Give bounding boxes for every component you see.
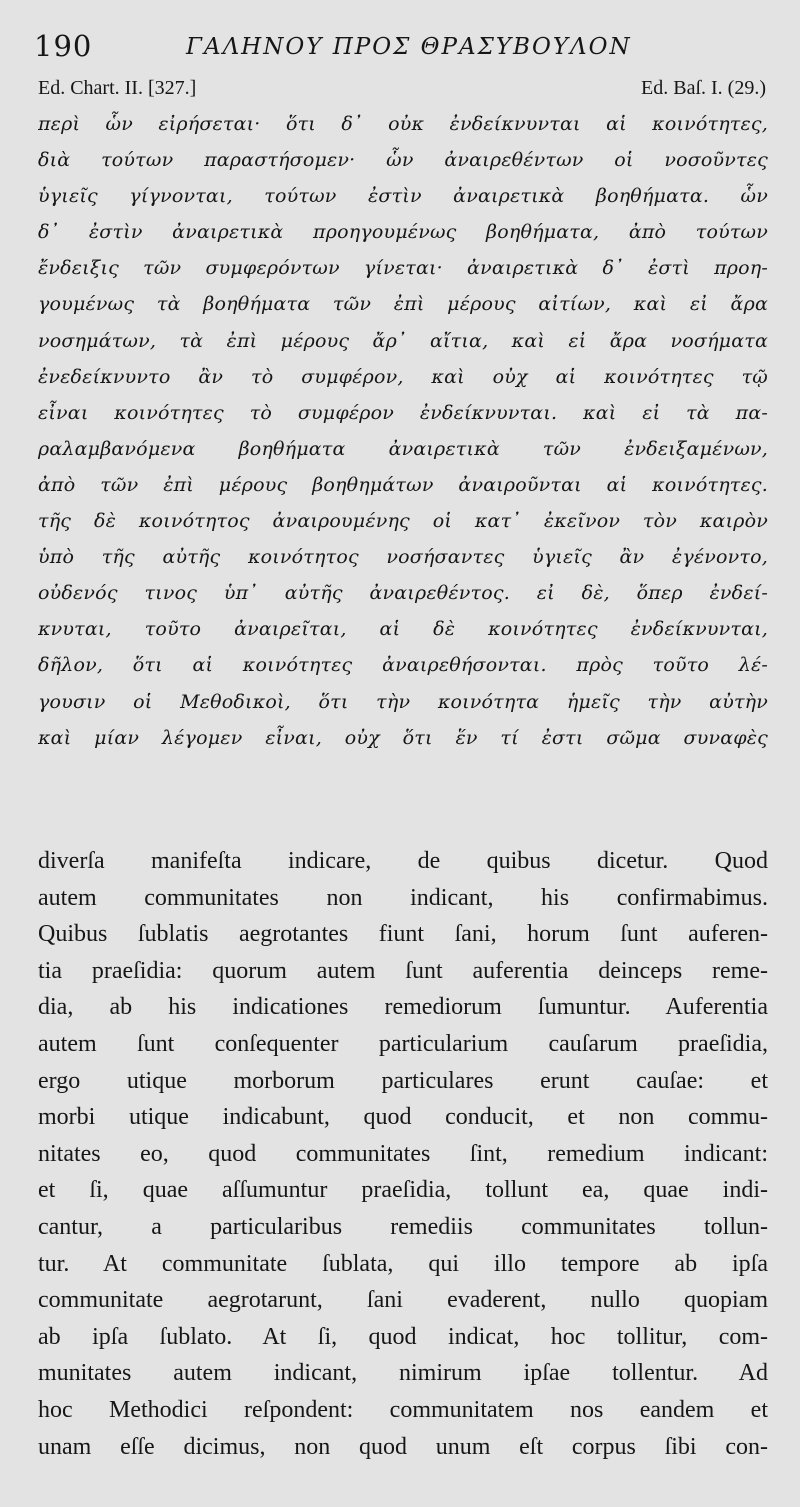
greek-text-line: νοσημάτων, τὰ ἐπὶ μέρους ἄρ᾽ αἴτια, καὶ εἰ ἄρα νοσήματα <box>38 329 768 352</box>
greek-text-line: ραλαμβανόμενα βοηθήματα ἀναιρετικὰ τῶν ἐνδειξαμένων, <box>38 437 768 460</box>
page-number: 190 <box>34 29 93 63</box>
greek-text-line: εἶναι κοινότητες τὸ συμφέρον ἐνδείκνυνται. καὶ εἰ τὰ πα- <box>38 401 768 424</box>
latin-text-line: ergo utique morborum particulares erunt cauſae: et <box>38 1067 768 1094</box>
latin-text-line: cantur, a particularibus remediis communitates tollun- <box>38 1213 768 1240</box>
latin-text-line: Quibus ſublatis aegrotantes fiunt ſani, horum ſunt auferen- <box>38 921 768 948</box>
greek-text-line: διὰ τούτων παραστήσομεν· ὧν ἀναιρεθέντων οἱ νοσοῦντες <box>38 149 768 172</box>
latin-text-line: autem ſunt conſequenter particularium cauſarum praeſidia, <box>38 1030 768 1057</box>
greek-text-line: δῆλον, ὅτι αἱ κοινότητες ἀναιρεθήσονται. πρὸς τοῦτο λέ- <box>38 654 768 677</box>
latin-text-line: unam eſſe dicimus, non quod unum eſt corpus ſibi con- <box>38 1433 768 1460</box>
latin-text-line: communitate aegrotarunt, ſani evaderent, nullo quopiam <box>38 1287 768 1314</box>
latin-text-line: munitates autem indicant, nimirum ipſae tollentur. Ad <box>38 1360 768 1387</box>
latin-text-line: ab ipſa ſublato. At ſi, quod indicat, hoc tollitur, com- <box>38 1323 768 1350</box>
edition-reference-basel: Ed. Baſ. I. (29.) <box>641 77 766 99</box>
greek-text-line: περὶ ὧν εἰρήσεται· ὅτι δ᾽ οὐκ ἐνδείκνυνται αἱ κοινότητες, <box>38 113 768 135</box>
latin-text-line: morbi utique indicabunt, quod conducit, et non commu- <box>38 1104 768 1131</box>
edition-reference-line <box>38 74 766 104</box>
latin-text-line: tia praeſidia: quorum autem ſunt auferentia deinceps reme- <box>38 957 768 984</box>
greek-text-block <box>38 106 768 756</box>
greek-text-line: τῆς δὲ κοινότητος ἀναιρουμένης οἱ κατ᾽ ἐκεῖνον τὸν καιρὸν <box>38 510 768 533</box>
latin-text-line: hoc Methodici reſpondent: communitatem nos eandem et <box>38 1396 768 1423</box>
greek-text-line: ὑγιεῖς γίγνονται, τούτων ἐστὶν ἀναιρετικὰ βοηθήματα. ὧν <box>38 185 768 208</box>
greek-text-line: γουσιν οἱ Μεθοδικοὶ, ὅτι τὴν κοινότητα ἡμεῖς τὴν αὐτὴν <box>38 690 768 713</box>
greek-text-line: δ᾽ ἐστὶν ἀναιρετικὰ προηγουμένως βοηθήματα, ἀπὸ τούτων <box>38 221 768 244</box>
greek-text-line: καὶ μίαν λέγομεν εἶναι, οὐχ ὅτι ἕν τί ἐστι σῶμα συναφὲς <box>38 726 768 749</box>
edition-reference-chartier: Ed. Chart. II. [327.] <box>38 77 197 99</box>
greek-text-line: γουμένως τὰ βοηθήματα τῶν ἐπὶ μέρους αἰτίων, καὶ εἰ ἄρα <box>38 293 768 316</box>
latin-text-line: tur. At communitate ſublata, qui illo tempore ab ipſa <box>38 1250 768 1277</box>
greek-text-line: ἀπὸ τῶν ἐπὶ μέρους βοηθημάτων ἀναιροῦνται αἱ κοινότητες. <box>38 473 768 496</box>
greek-text-line: ἐνεδείκνυντο ἂν τὸ συμφέρον, καὶ οὐχ αἱ κοινότητες τῷ <box>38 365 768 388</box>
latin-text-line: autem communitates non indicant, his confirmabimus. <box>38 884 768 911</box>
greek-text-line: οὐδενός τινος ὑπ᾽ αὐτῆς ἀναιρεθέντος. εἰ δὲ, ὅπερ ἐνδεί- <box>38 582 768 605</box>
latin-text-block <box>38 843 768 1465</box>
greek-text-line: κνυται, τοῦτο ἀναιρεῖται, αἱ δὲ κοινότητες ἐνδείκνυνται, <box>38 618 768 641</box>
greek-text-line: ἔνδειξις τῶν συμφερόντων γίνεται· ἀναιρετικὰ δ᾽ ἐστὶ προη- <box>38 257 768 280</box>
latin-text-line: dia, ab his indicationes remediorum ſumuntur. Auferentia <box>38 994 768 1021</box>
latin-text-line: nitates eo, quod communitates ſint, remedium indicant: <box>38 1140 768 1167</box>
latin-text-line: diverſa manifeſta indicare, de quibus dicetur. Quod <box>38 848 768 874</box>
running-title: ΓΑΛΗΝΟΥ ΠΡΟΣ ΘΡΑΣΥΒΟΥΛΟΝ <box>186 34 632 60</box>
latin-text-line: et ſi, quae aſſumuntur praeſidia, tollunt ea, quae indi- <box>38 1177 768 1204</box>
greek-text-line: ὑπὸ τῆς αὐτῆς κοινότητος νοσήσαντες ὑγιεῖς ἂν ἐγένοντο, <box>38 546 768 569</box>
page-header <box>34 28 774 68</box>
